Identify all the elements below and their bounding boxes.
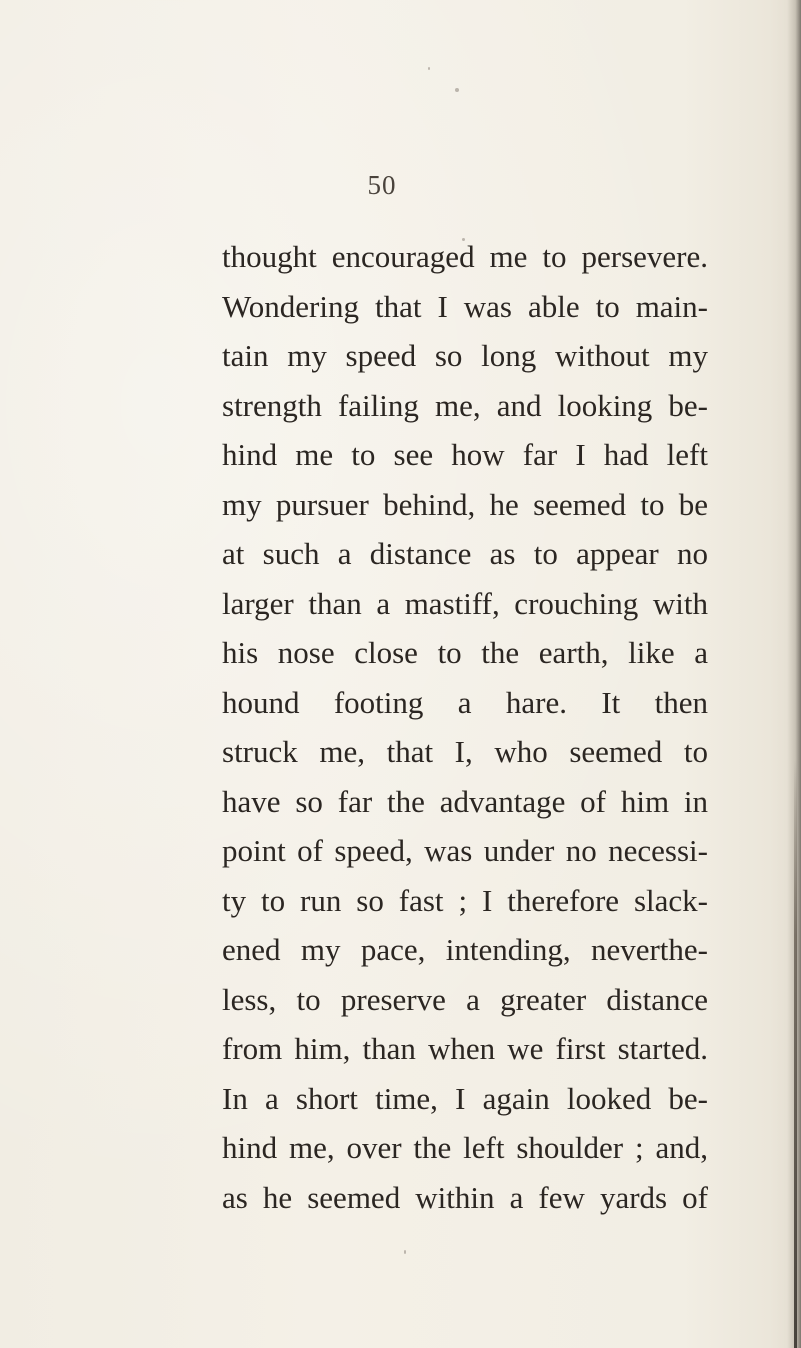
- text-line: struck me, that I, who seemed to: [222, 734, 708, 769]
- paper-speck: [404, 1250, 406, 1254]
- text-line: ty to run so fast ; I therefore slack-: [222, 882, 708, 918]
- body-text: [222, 232, 708, 1222]
- text-line: strength failing me, and looking be-: [222, 387, 708, 423]
- text-line: hind me to see how far I had left: [222, 437, 708, 472]
- text-line: at such a distance as to appear no: [222, 536, 708, 571]
- text-line: hound footing a hare. It then: [222, 684, 708, 720]
- text-line: ened my pace, intending, neverthe-: [222, 932, 708, 967]
- page-number: 50: [367, 170, 397, 200]
- text-line: hind me, over the left shoulder ; and,: [222, 1130, 708, 1165]
- page-edge-line: [794, 760, 797, 1348]
- text-line: larger than a mastiff, crouching with: [222, 585, 708, 621]
- text-line: from him, than when we first started.: [222, 1031, 708, 1066]
- text-line: In a short time, I again looked be-: [222, 1080, 708, 1116]
- text-line: his nose close to the earth, like a: [222, 635, 708, 670]
- text-line: less, to preserve a greater distance: [222, 981, 708, 1017]
- text-line: tain my speed so long without my: [222, 338, 708, 373]
- text-line: thought encouraged me to persevere.: [222, 239, 708, 274]
- text-line: Wondering that I was able to main-: [222, 288, 708, 324]
- text-line: as he seemed within a few yards of: [222, 1179, 708, 1215]
- paper-speck: [428, 67, 430, 70]
- paper-speck: [455, 88, 459, 92]
- text-line: have so far the advantage of him in: [222, 783, 708, 819]
- text-line: my pursuer behind, he seemed to be: [222, 486, 708, 522]
- text-line: point of speed, was under no necessi-: [222, 833, 708, 868]
